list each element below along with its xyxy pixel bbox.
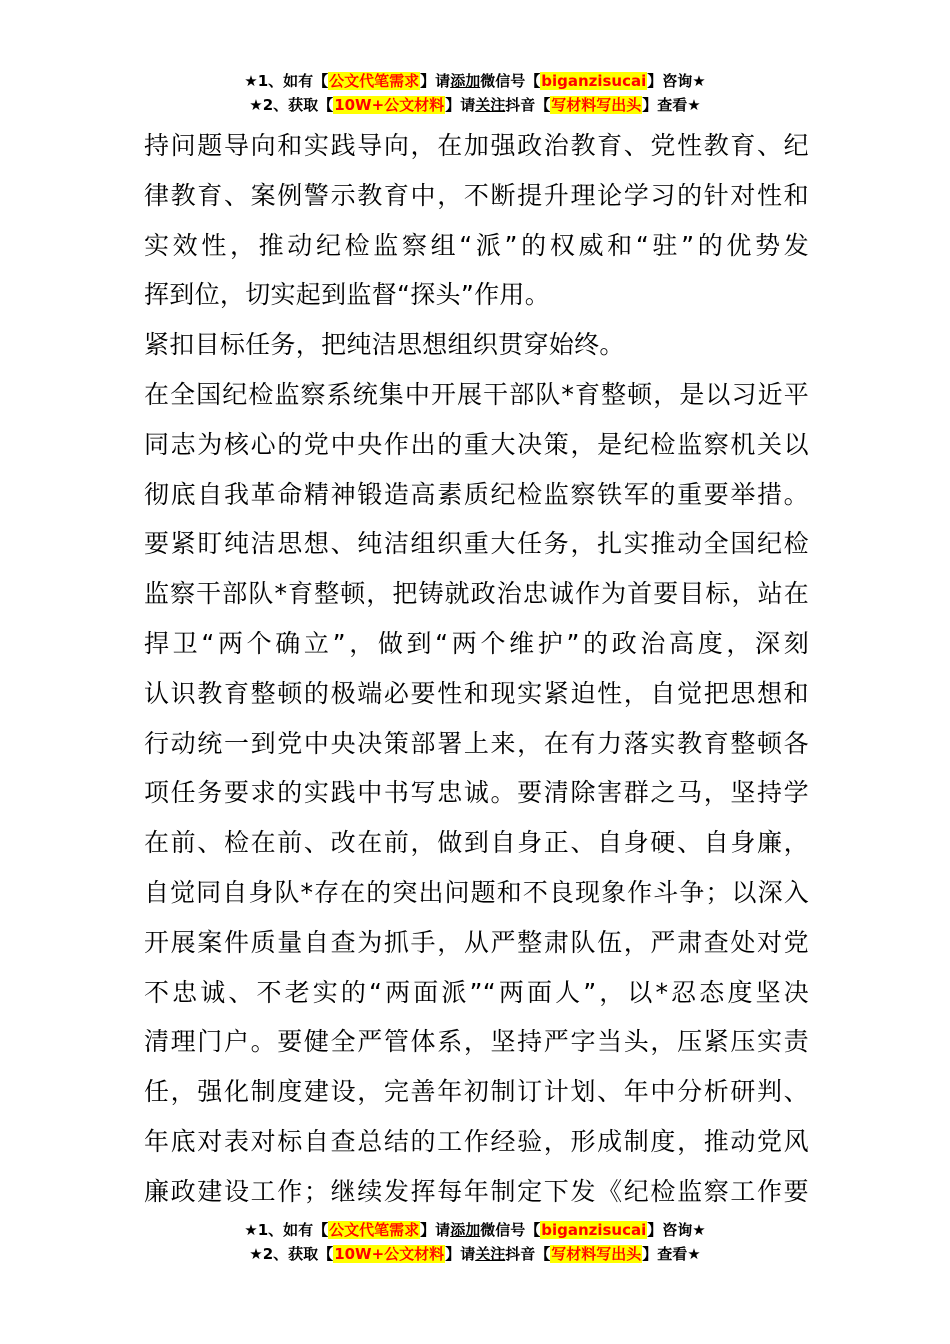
- text-line: 认识教育整顿的极端必要性和现实紧迫性，自觉把思想和: [144, 678, 809, 708]
- text-line: 廉政建设工作；继续发挥每年制定下发《纪检监察工作要: [144, 1176, 809, 1206]
- banner-text: 】请: [420, 1221, 451, 1239]
- footer-banner: [0, 1218, 950, 1266]
- banner-text: 】查看★: [642, 1245, 701, 1263]
- text-line: 监察干部队*育整顿，把铸就政治忠诚作为首要目标，站在: [144, 579, 809, 609]
- banner-text: ★2、获取【: [249, 1245, 334, 1263]
- highlight-wechat-id: biganzisucai: [541, 1221, 647, 1239]
- underlined-follow: 关注: [475, 1245, 506, 1263]
- banner-text: 】咨询★: [647, 1221, 706, 1239]
- highlight-douyin-account: 写材料写出头: [551, 1245, 642, 1263]
- text-line: 律教育、案例警示教育中，不断提升理论学习的针对性和: [144, 180, 809, 210]
- text-line: 挥到位，切实起到监督“探头”作用。: [144, 280, 551, 310]
- highlight-ghostwriting: 公文代笔需求: [329, 72, 420, 90]
- text-line: 行动统一到党中央决策部署上来，在有力落实教育整顿各: [144, 728, 809, 758]
- text-line: 在全国纪检监察系统集中开展干部队*育整顿，是以习近平: [144, 379, 809, 409]
- banner-text: 】请: [445, 1245, 476, 1263]
- banner-text: 微信号【: [480, 72, 541, 90]
- text-line: 年底对表对标自查总结的工作经验，形成制度，推动党风: [144, 1126, 809, 1156]
- text-line: 项任务要求的实践中书写忠诚。要清除害群之马，坚持学: [144, 778, 809, 808]
- underlined-add: 添加: [450, 72, 481, 90]
- banner-text: ★1、如有【: [244, 1221, 329, 1239]
- text-line: 实效性，推动纪检监察组“派”的权威和“驻”的优势发: [144, 230, 809, 260]
- text-line: 清理门户。要健全严管体系，坚持严字当头，压紧压实责: [144, 1027, 809, 1057]
- footer-banner-line-2: [0, 1242, 950, 1266]
- header-banner: [0, 69, 950, 117]
- banner-text: 抖音【: [505, 96, 551, 114]
- text-line: 不忠诚、不老实的“两面派”“两面人”，以*忍态度坚决: [144, 977, 809, 1007]
- text-line: 彻底自我革命精神锻造高素质纪检监察铁军的重要举措。: [144, 479, 809, 509]
- header-banner-line-2: [0, 93, 950, 117]
- banner-text: 微信号【: [480, 1221, 541, 1239]
- banner-text: 】请: [420, 72, 451, 90]
- text-line: 紧扣目标任务，把纯洁思想组织贯穿始终。: [144, 330, 625, 360]
- text-line: 开展案件质量自查为抓手，从严整肃队伍，严肃查处对党: [144, 927, 809, 957]
- text-line: 同志为核心的党中央作出的重大决策，是纪检监察机关以: [144, 429, 809, 459]
- banner-text: 抖音【: [505, 1245, 551, 1263]
- banner-text: ★1、如有【: [244, 72, 329, 90]
- text-line: 持问题导向和实践导向，在加强政治教育、党性教育、纪: [144, 131, 809, 160]
- highlight-materials: 10W+公文材料: [334, 1245, 445, 1263]
- header-banner-line-1: [0, 69, 950, 93]
- text-line: 要紧盯纯洁思想、纯洁组织重大任务，扎实推动全国纪检: [144, 529, 809, 559]
- text-line: 捍卫“两个确立”，做到“两个维护”的政治高度，深刻: [144, 628, 809, 658]
- highlight-materials: 10W+公文材料: [334, 96, 445, 114]
- footer-banner-line-1: [0, 1218, 950, 1242]
- highlight-ghostwriting: 公文代笔需求: [329, 1221, 420, 1239]
- text-line: 自觉同自身队*存在的突出问题和不良现象作斗争；以深入: [144, 877, 809, 907]
- banner-text: 】咨询★: [647, 72, 706, 90]
- banner-text: 】查看★: [642, 96, 701, 114]
- underlined-follow: 关注: [475, 96, 506, 114]
- highlight-douyin-account: 写材料写出头: [551, 96, 642, 114]
- highlight-wechat-id: biganzisucai: [541, 72, 647, 90]
- document-body: [144, 121, 809, 1217]
- banner-text: 】请: [445, 96, 476, 114]
- text-line: 在前、检在前、改在前，做到自身正、自身硬、自身廉，: [144, 828, 809, 858]
- underlined-add: 添加: [450, 1221, 481, 1239]
- banner-text: ★2、获取【: [249, 96, 334, 114]
- text-line: 任，强化制度建设，完善年初制订计划、年中分析研判、: [144, 1077, 809, 1107]
